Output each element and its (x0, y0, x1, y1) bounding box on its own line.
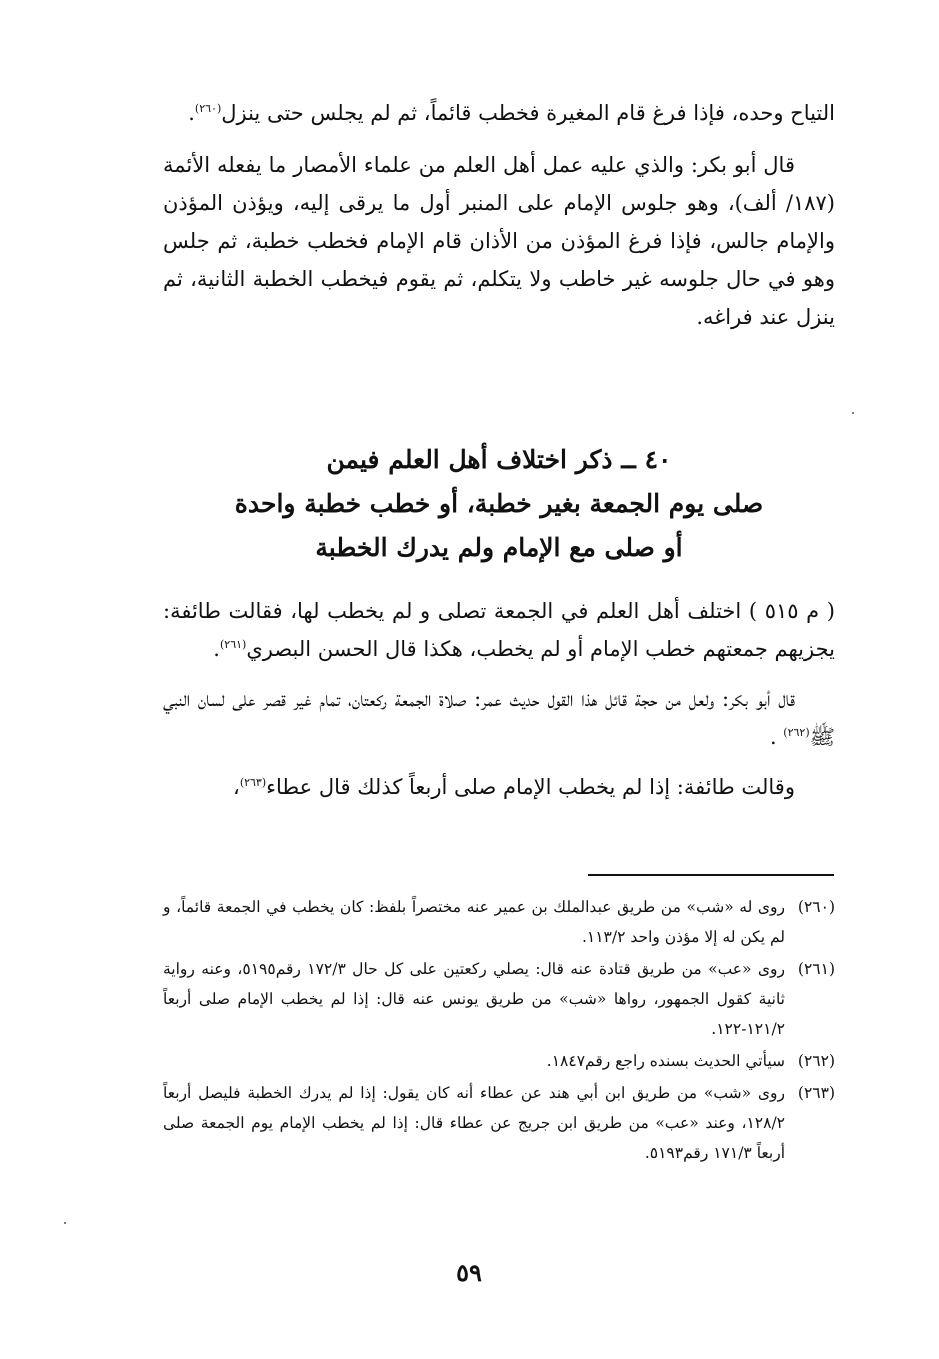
paragraph-tail: . (213, 637, 220, 661)
paragraph-qalat-taifa (163, 768, 835, 806)
scan-speck (852, 412, 854, 414)
top-text-block (163, 94, 835, 336)
footnote-text: روى «عب» من طريق قتادة عنه قال: يصلي ركعتين على كل حال ١٧٢/٣ رقم٥١٩٥، وعنه رواية ثانية كقول الجمهور، رواها «شب» من طريق يونس عنه قال: إذا لم يخطب الإمام صلى أربعاً ١٢١/٢-١٢٢. (163, 960, 785, 1038)
chapter-heading (163, 438, 835, 570)
footnote-262 (163, 1046, 835, 1076)
footnotes (163, 892, 835, 1170)
paragraph-text: قال أبو بكر: ولعل من حجة قائل هذا القول حديث عمر: صلاة الجمعة ركعتان، تمام غير قصر على لسان النبي ﷺ (163, 687, 835, 749)
bottom-text-block (163, 592, 835, 806)
footnote-261 (163, 954, 835, 1044)
heading-line-1: ٤٠ ــ ذكر اختلاف أهل العلم فيمن (326, 445, 672, 474)
heading-line-3: أو صلى مع الإمام ولم يدرك الخطبة (315, 533, 683, 562)
footnote-ref[interactable]: (٢٦٢) (783, 726, 810, 739)
paragraph-text: قال أبو بكر: والذي عليه عمل أهل العلم من علماء الأمصار ما يفعله الأئمة (١٨٧/ ألف)، وهو جلوس الإمام على المنبر أول ما يرقى إليه، ويؤذن المؤذن والإمام جالس، فإذا فرغ المؤذن من الأذان قام الإمام فخطب خطبة، ثم جلس وهو في حال جلوسه غير خاطب ولا يتكلم، ثم يقوم فيخطب الخطبة الثانية، ثم ينزل عند فراغه. (163, 153, 835, 329)
footnote-separator (588, 874, 834, 876)
page-number: ٥٩ (456, 1258, 482, 1287)
footnote-260 (163, 892, 835, 952)
heading-line-2: صلى يوم الجمعة بغير خطبة، أو خطب خطبة واحدة (234, 489, 764, 518)
paragraph-tail: . (188, 101, 195, 125)
paragraph-abu-bakr-1 (163, 146, 835, 336)
footnote-number: (٢٦١) (797, 960, 835, 978)
footnote-number: (٢٦٢) (797, 1052, 835, 1070)
paragraph-tail: . (769, 725, 784, 749)
paragraph-text: ( م ٥١٥ ) اختلف أهل العلم في الجمعة تصلى و لم يخطب لها، فقالت طائفة: يجزيهم جمعتهم خطب الإمام أو لم يخطب، هكذا قال الحسن البصري (163, 599, 835, 661)
paragraph-tail: ، (233, 775, 240, 799)
footnote-ref[interactable]: (٢٦٠) (194, 102, 222, 115)
footnote-number: (٢٦٠) (797, 898, 835, 916)
paragraph-text: التياح وحده، فإذا فرغ قام المغيرة فخطب قائماً، ثم لم يجلس حتى ينزل (221, 101, 835, 125)
scan-speck (64, 1222, 66, 1224)
footnote-text: سيأتي الحديث بسنده راجع رقم١٨٤٧. (546, 1052, 785, 1070)
footnote-number: (٢٦٣) (797, 1084, 835, 1102)
footnote-263 (163, 1078, 835, 1168)
footnote-ref[interactable]: (٢٦٣) (239, 776, 267, 789)
paragraph-continuation (163, 94, 835, 132)
paragraph-masala-515 (163, 592, 835, 668)
footnote-text: روى «شب» من طريق ابن أبي هند عن عطاء أنه كان يقول: إذا لم يدرك الخطبة فليصل أربعاً ١٢٨/٢، وعند «عب» من طريق ابن جريج عن عطاء قال: إذا لم يخطب الإمام يوم الجمعة صلى أربعاً ١٧١/٣ رقم٥١٩٣. (163, 1084, 785, 1162)
paragraph-text: وقالت طائفة: إذا لم يخطب الإمام صلى أربعاً كذلك قال عطاء (266, 775, 795, 799)
footnote-text: روى له «شب» من طريق عبدالملك بن عمير عنه مختصراً بلفظ: كان يخطب في الجمعة قائماً، و لم يكن له إلا مؤذن واحد ١١٣/٢. (163, 898, 785, 946)
paragraph-abu-bakr-2 (163, 680, 835, 756)
footnote-ref[interactable]: (٢٦١) (219, 638, 247, 651)
